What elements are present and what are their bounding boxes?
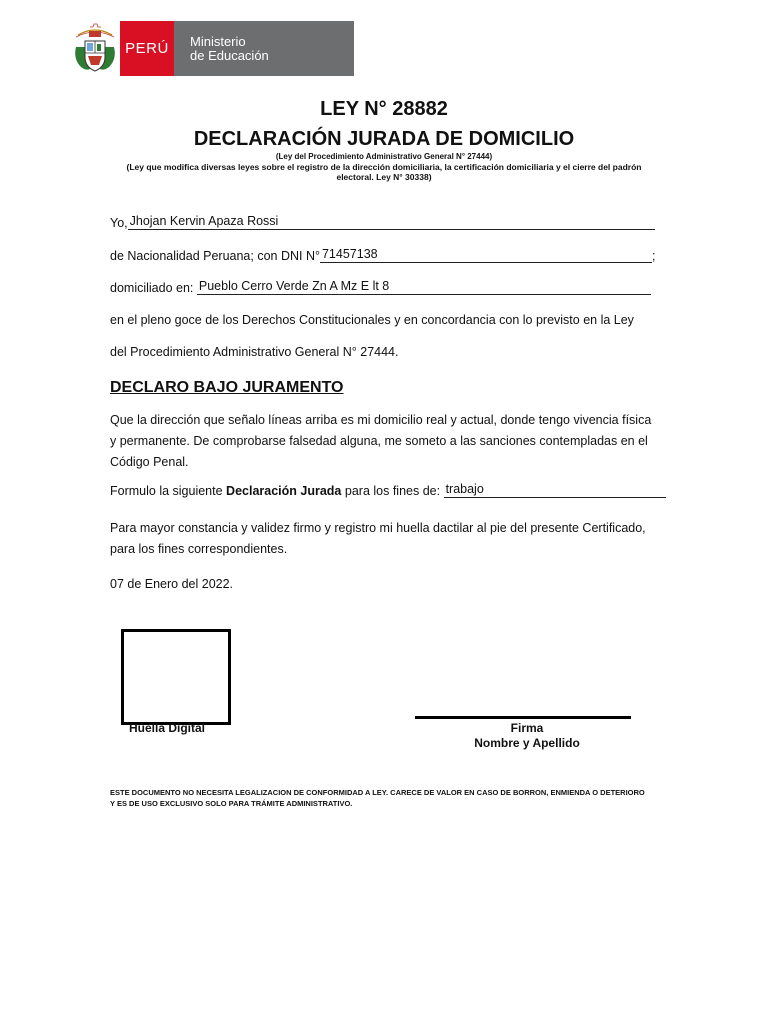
- name-label: Nombre y Apellido: [474, 736, 580, 750]
- rights-text-2: del Procedimiento Administrativo General N° 27444.: [110, 345, 399, 359]
- dni-end: ;: [651, 249, 656, 263]
- name-line: [110, 214, 655, 230]
- law-title: LEY N° 28882: [320, 98, 448, 120]
- oath-heading: DECLARO BAJO JURAMENTO: [110, 379, 344, 396]
- fingerprint-box: [121, 629, 231, 725]
- statement-paragraph: Que la dirección que señalo líneas arriba es mi domicilio real y actual, donde tengo vivencia física y permanente. De comprobarse falsedad alguna, me someto a las sanciones contempladas en el Código Penal.: [110, 413, 652, 469]
- address-line: [110, 279, 651, 295]
- ministry-line-2: de Educación: [190, 47, 269, 63]
- country-label: PERÚ: [120, 21, 174, 76]
- constancia-paragraph: Para mayor constancia y validez firmo y registro mi huella dactilar al pie del presente Certificado, para los fines correspondientes.: [110, 521, 646, 556]
- ministry-line-1: Ministerio: [190, 33, 246, 49]
- footer-note: ESTE DOCUMENTO NO NECESITA LEGALIZACION DE CONFORMIDAD A LEY. CARECE DE VALOR EN CASO DE BORRON, ENMIENDA O DETERIORO Y ES DE USO EXCLUSIVO SOLO PARA TRÁMITE ADMINISTRATIVO.: [110, 788, 645, 808]
- signature-caption: [415, 721, 639, 751]
- dni-line: [110, 247, 655, 263]
- law-description: (Ley que modifica diversas leyes sobre el registro de la dirección domiciliaria, la certificación domiciliaria y el cierre del padrón electoral. Ley N° 30338): [126, 162, 642, 182]
- address-field: Pueblo Cerro Verde Zn A Mz E lt 8: [197, 279, 651, 295]
- coat-of-arms-icon: [70, 21, 120, 76]
- purpose-suffix: para los fines de:: [344, 484, 441, 498]
- purpose-field: trabajo: [444, 482, 666, 498]
- document-title: DECLARACIÓN JURADA DE DOMICILIO: [193, 128, 575, 150]
- signature-label: Firma: [510, 721, 544, 735]
- address-label: domiciliado en:: [110, 281, 194, 295]
- law-subtitle: (Ley del Procedimiento Administrativo General N° 27444): [275, 152, 493, 161]
- signature-line: [415, 716, 631, 719]
- rights-text-1: en el pleno goce de los Derechos Constitucionales y en concordancia con lo previsto en la Ley: [110, 313, 634, 327]
- date-text: 07 de Enero del 2022.: [110, 577, 234, 591]
- minedu-logo: [70, 21, 354, 76]
- purpose-line: [110, 482, 666, 498]
- dni-field: 71457138: [320, 247, 652, 263]
- purpose-bold: Declaración Jurada: [226, 484, 342, 498]
- name-field: Jhojan Kervin Apaza Rossi: [128, 214, 655, 230]
- purpose-prefix: Formulo la siguiente: [110, 484, 223, 498]
- fingerprint-label: Huella Digital: [129, 721, 206, 735]
- ministry-label: [174, 21, 354, 76]
- yo-label: Yo,: [110, 216, 128, 230]
- nationality-label: de Nacionalidad Peruana; con DNI N°: [110, 249, 320, 263]
